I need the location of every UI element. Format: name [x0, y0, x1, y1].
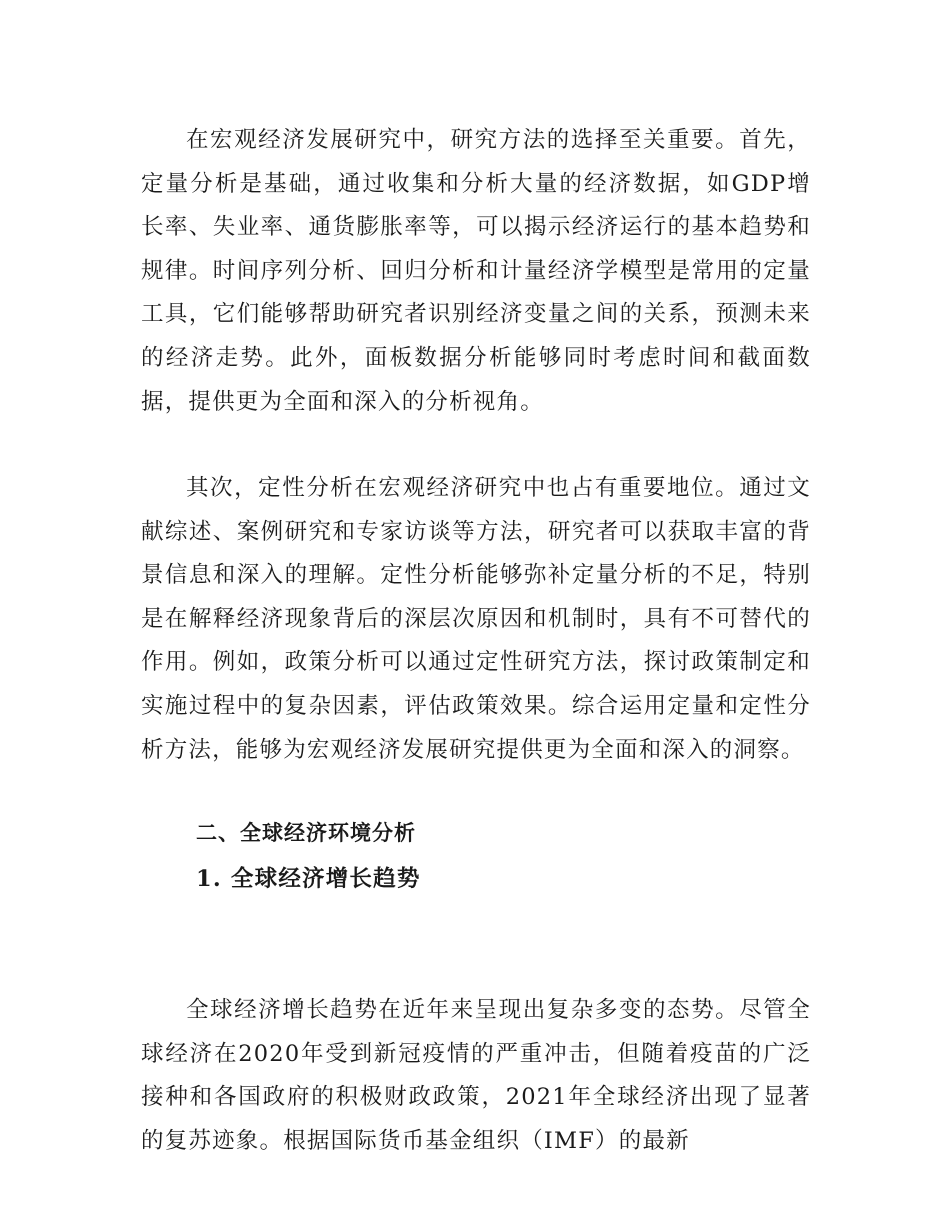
paragraph-text: 在宏观经济发展研究中，研究方法的选择至关重要。首先，定量分析是基础，通过收集和分析大量的经济数据，如GDP增长率、失业率、通货膨胀率等，可以揭示经济运行的基本趋势和规律。时间序列分析、回归分析和计量经济学模型是常用的定量工具，它们能够帮助研究者识别经济变量之间的关系，预测未来的经济走势。此外，面板数据分析能够同时考虑时间和截面数据，提供更为全面和深入的分析视角。 [141, 127, 811, 415]
paragraph-text: 其次，定性分析在宏观经济研究中也占有重要地位。通过文献综述、案例研究和专家访谈等方法，研究者可以获取丰富的背景信息和深入的理解。定性分析能够弥补定量分析的不足，特别是在解释经济现象背后的深层次原因和机制时，具有不可替代的作用。例如，政策分析可以通过定性研究方法，探讨政策制定和实施过程中的复杂因素，评估政策效果。综合运用定量和定性分析方法，能够为宏观经济发展研究提供更为全面和深入的洞察。 [141, 475, 811, 763]
section-heading: 二、全球经济环境分析 [196, 821, 416, 845]
body-paragraph-qualitative-analysis [141, 467, 811, 772]
paragraph-text: 全球经济增长趋势在近年来呈现出复杂多变的态势。尽管全球经济在2020年受到新冠疫情的严重冲击，但随着疫苗的广泛接种和各国政府的积极财政政策，2021年全球经济出现了显著的复苏迹象。根据国际货币基金组织（IMF）的最新 [141, 997, 811, 1154]
subsection-heading: 1. 全球经济增长趋势 [196, 866, 421, 892]
body-paragraph-global-growth [141, 989, 811, 1163]
body-paragraph-research-methods [141, 119, 811, 424]
